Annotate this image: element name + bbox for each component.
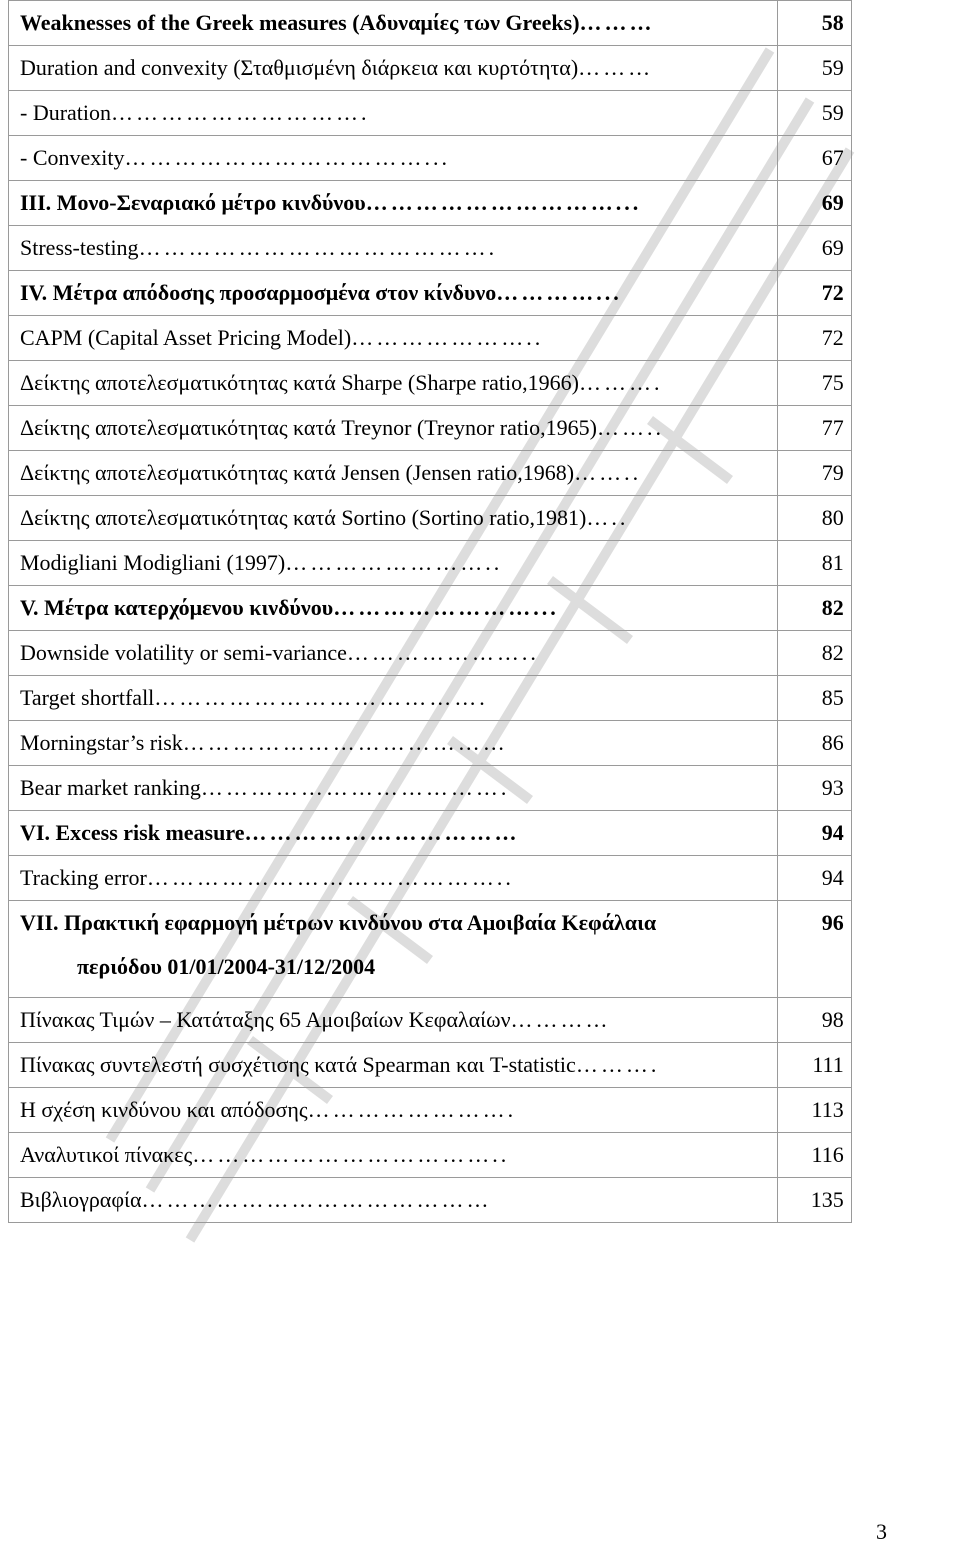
toc-page-number: 94	[821, 820, 844, 845]
toc-row	[9, 406, 852, 451]
toc-leader-dots: …..	[586, 505, 629, 530]
toc-entry-title	[9, 1133, 778, 1178]
toc-page-number: 94	[821, 865, 844, 890]
toc-leader-dots: ……………………………	[244, 820, 520, 845]
toc-page-cell	[778, 901, 852, 998]
toc-page-cell	[778, 91, 852, 136]
toc-entry-text: Βιβλιογραφία	[20, 1187, 142, 1212]
toc-entry-title	[9, 1, 778, 46]
toc-entry-title	[9, 46, 778, 91]
toc-entry-title	[9, 721, 778, 766]
toc-page-cell	[778, 226, 852, 271]
toc-page-cell	[778, 721, 852, 766]
toc-leader-dots: …………...	[496, 280, 622, 305]
toc-row	[9, 1, 852, 46]
toc-row	[9, 856, 852, 901]
toc-page-cell	[778, 316, 852, 361]
toc-row	[9, 361, 852, 406]
toc-entry-title	[9, 136, 778, 181]
toc-page-number: 135	[810, 1187, 844, 1212]
toc-page-cell	[778, 271, 852, 316]
toc-entry-text: - Convexity	[20, 145, 125, 170]
toc-leader-dots: ……….	[578, 370, 663, 395]
toc-entry-text: IV. Μέτρα απόδοσης προσαρμοσμένα στον κίνδυνο	[20, 280, 497, 305]
toc-entry-title	[9, 586, 778, 631]
toc-row	[9, 1043, 852, 1088]
toc-page-number: 82	[821, 595, 844, 620]
toc-page-cell	[778, 856, 852, 901]
toc-page-cell	[778, 46, 852, 91]
toc-entry-title	[9, 676, 778, 721]
toc-row	[9, 226, 852, 271]
toc-leader-dots: ……………………………………	[141, 1187, 492, 1212]
toc-page-cell	[778, 811, 852, 856]
toc-leader-dots: …………………..	[351, 325, 544, 350]
toc-row	[9, 46, 852, 91]
toc-page-number: 82	[821, 640, 844, 665]
toc-page-number: 98	[821, 1007, 844, 1032]
toc-row	[9, 676, 852, 721]
toc-leader-dots: ……………………………….	[200, 775, 510, 800]
toc-entry-text: Bear market ranking	[20, 775, 201, 800]
toc-page-number: 69	[821, 235, 844, 260]
toc-page-cell	[778, 1088, 852, 1133]
toc-row	[9, 451, 852, 496]
toc-leader-dots: ………	[578, 55, 654, 80]
toc-entry-title	[9, 811, 778, 856]
toc-entry-text: Duration and convexity (Σταθμισμένη διάρκεια και κυρτότητα)	[20, 55, 579, 80]
toc-entry-text: CAPM (Capital Asset Pricing Model)	[20, 325, 352, 350]
toc-page-number: 67	[821, 145, 844, 170]
toc-page-number: 81	[821, 550, 844, 575]
toc-row	[9, 811, 852, 856]
toc-entry-title	[9, 316, 778, 361]
toc-page-number: 59	[821, 55, 844, 80]
toc-row	[9, 998, 852, 1043]
toc-entry-text: Η σχέση κινδύνου και απόδοσης	[20, 1097, 308, 1122]
toc-page-cell	[778, 1043, 852, 1088]
toc-leader-dots: ……..	[596, 415, 664, 440]
toc-leader-dots: …………………..	[346, 640, 539, 665]
toc-page-cell	[778, 1178, 852, 1223]
toc-leader-dots: …………………………………	[182, 730, 508, 755]
toc-leader-dots: …………………………...	[365, 190, 642, 215]
toc-page-cell	[778, 406, 852, 451]
toc-page-number: 113	[811, 1097, 844, 1122]
toc-leader-dots: …………………….	[307, 1097, 517, 1122]
toc-page-number: 116	[811, 1142, 844, 1167]
toc-row	[9, 496, 852, 541]
toc-entry-text: Stress-testing	[20, 235, 139, 260]
toc-row	[9, 586, 852, 631]
toc-leader-dots: ……..	[574, 460, 642, 485]
toc-page-number: 72	[821, 325, 844, 350]
toc-page-number: 77	[821, 415, 844, 440]
toc-entry-text: III. Μονο-Σεναριακό μέτρο κινδύνου	[20, 190, 366, 215]
toc-row	[9, 901, 852, 998]
toc-entry-text: Weaknesses of the Greek measures (Αδυναμίες των Greeks)	[20, 10, 580, 35]
toc-page-number: 93	[821, 775, 844, 800]
toc-entry-title	[9, 1043, 778, 1088]
toc-row	[9, 541, 852, 586]
toc-entry-text: Δείκτης αποτελεσματικότητας κατά Sortino (Sortino ratio,1981)	[20, 505, 587, 530]
toc-entry-text: Δείκτης αποτελεσματικότητας κατά Sharpe (Sharpe ratio,1966)	[20, 370, 579, 395]
toc-leader-dots: …………………………………….	[138, 235, 498, 260]
toc-page-cell	[778, 496, 852, 541]
toc-leader-dots: ……………………..	[285, 550, 503, 575]
toc-page-cell	[778, 766, 852, 811]
toc-entry-title	[9, 901, 778, 998]
toc-entry-title	[9, 998, 778, 1043]
toc-entry-title	[9, 496, 778, 541]
toc-page-number: 86	[821, 730, 844, 755]
toc-entry-title	[9, 406, 778, 451]
toc-entry-title	[9, 1088, 778, 1133]
toc-entry-title	[9, 361, 778, 406]
toc-page-number: 75	[821, 370, 844, 395]
toc-leader-dots: ………………………………….	[154, 685, 488, 710]
toc-row	[9, 631, 852, 676]
toc-row	[9, 721, 852, 766]
toc-entry-title	[9, 181, 778, 226]
toc-entry-title	[9, 856, 778, 901]
toc-entry-text: Δείκτης αποτελεσματικότητας κατά Treynor (Treynor ratio,1965)	[20, 415, 597, 440]
toc-row	[9, 136, 852, 181]
toc-page-cell	[778, 586, 852, 631]
toc-page-cell	[778, 998, 852, 1043]
toc-page-number: 85	[821, 685, 844, 710]
toc-row	[9, 316, 852, 361]
toc-row	[9, 1088, 852, 1133]
toc-entry-text: Πίνακας συντελεστή συσχέτισης κατά Spearman και T-statistic	[20, 1052, 576, 1077]
toc-page-cell	[778, 136, 852, 181]
toc-entry-title	[9, 766, 778, 811]
toc-page-number: 80	[821, 505, 844, 530]
toc-entry-title	[9, 271, 778, 316]
toc-entry-text: Tracking error	[20, 865, 147, 890]
toc-page-cell	[778, 676, 852, 721]
toc-entry-title	[9, 1178, 778, 1223]
toc-entry-text: Modigliani Modigliani (1997)	[20, 550, 286, 575]
page-number: 3	[876, 1519, 887, 1544]
toc-page-cell	[778, 541, 852, 586]
toc-leader-dots: ……………………...	[333, 595, 559, 620]
toc-entry-text: VII. Πρακτική εφαρμογή μέτρων κινδύνου στα Αμοιβαία Κεφάλαια	[20, 910, 657, 935]
toc-page-cell	[778, 1133, 852, 1178]
toc-entry-title	[9, 226, 778, 271]
toc-leader-dots: ………………………….	[111, 100, 370, 125]
toc-entry-text: Δείκτης αποτελεσματικότητας κατά Jensen (Jensen ratio,1968)	[20, 460, 575, 485]
toc-page-cell	[778, 181, 852, 226]
toc-row	[9, 91, 852, 136]
toc-page-cell	[778, 451, 852, 496]
toc-entry-text: VI. Excess risk measure	[20, 820, 245, 845]
toc-page-cell	[778, 1, 852, 46]
toc-entry-title	[9, 631, 778, 676]
toc-leader-dots: ……………………………………..	[146, 865, 514, 890]
toc-leader-dots: ………………………………..	[192, 1142, 510, 1167]
toc-page-number: 79	[821, 460, 844, 485]
toc-entry-continuation: περιόδου 01/01/2004-31/12/2004	[77, 954, 376, 979]
toc-row	[9, 766, 852, 811]
toc-entry-title	[9, 91, 778, 136]
table-of-contents	[8, 0, 852, 1223]
toc-entry-text: - Duration	[20, 100, 112, 125]
toc-page-cell	[778, 361, 852, 406]
toc-page-number: 111	[812, 1052, 844, 1077]
toc-row	[9, 181, 852, 226]
toc-leader-dots: ………	[579, 10, 655, 35]
toc-page-number: 72	[821, 280, 844, 305]
toc-entry-text: Downside volatility or semi-variance	[20, 640, 347, 665]
toc-page-cell	[778, 631, 852, 676]
toc-page-number: 58	[821, 10, 844, 35]
toc-row	[9, 271, 852, 316]
toc-entry-text: Target shortfall	[20, 685, 155, 710]
toc-leader-dots: ……….	[575, 1052, 660, 1077]
toc-leader-dots: …………	[510, 1007, 611, 1032]
toc-entry-text: Αναλυτικοί πίνακες	[20, 1142, 193, 1167]
toc-row	[9, 1178, 852, 1223]
toc-entry-text: Morningstar’s risk	[20, 730, 183, 755]
toc-page-number: 69	[821, 190, 844, 215]
toc-entry-text: Πίνακας Τιμών – Κατάταξης 65 Αμοιβαίων Κεφαλαίων	[20, 1007, 511, 1032]
toc-leader-dots: ………………………………...	[124, 145, 450, 170]
toc-entry-title	[9, 451, 778, 496]
toc-row	[9, 1133, 852, 1178]
toc-entry-title	[9, 541, 778, 586]
toc-page-number: 96	[821, 910, 844, 935]
toc-page-number: 59	[821, 100, 844, 125]
toc-entry-text: V. Μέτρα κατερχόμενου κινδύνου	[20, 595, 334, 620]
